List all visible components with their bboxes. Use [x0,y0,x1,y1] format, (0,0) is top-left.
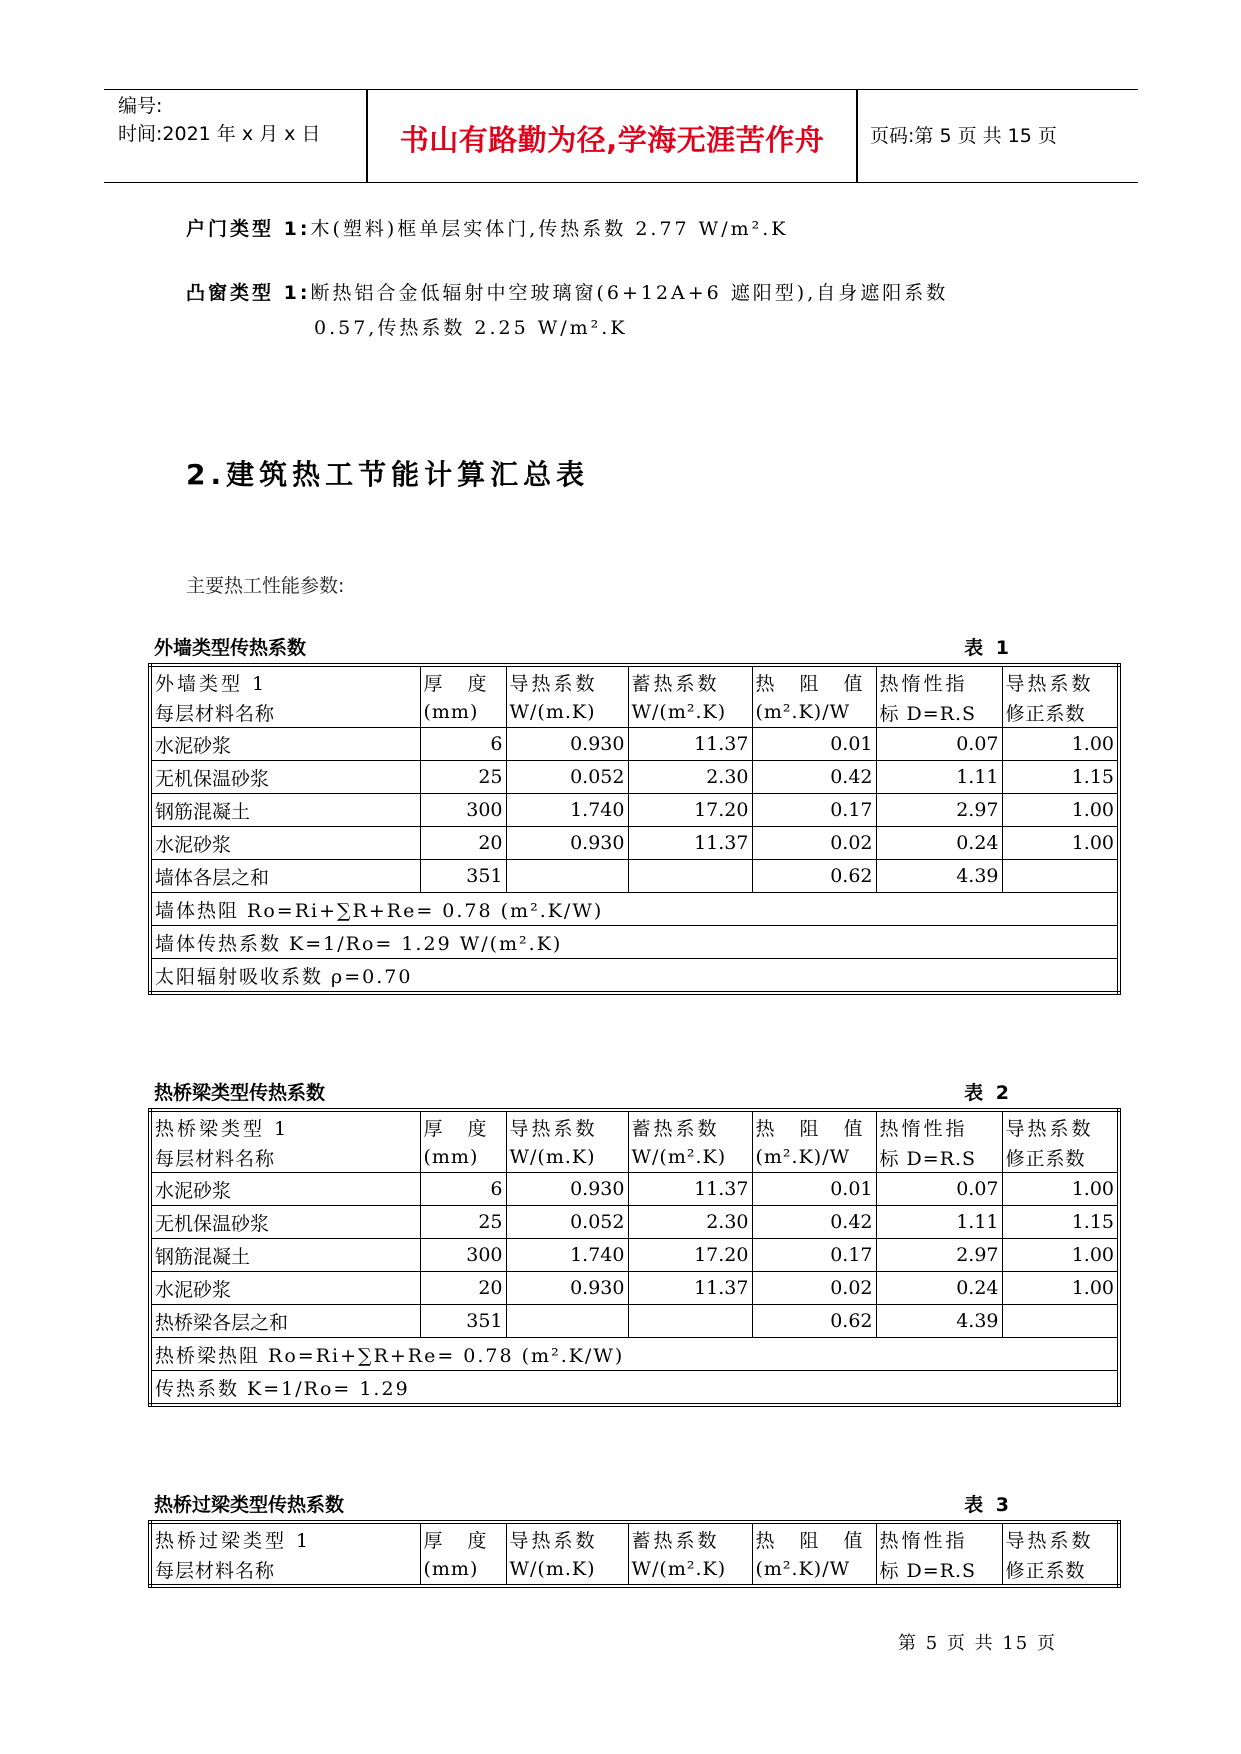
table-summary-row [150,1338,1119,1371]
table-row [150,794,1119,827]
table-cell: 墙体传热系数 K=1/Ro= 1.29 W/(m².K) [150,926,1119,959]
table-cell: W/(m².K) [628,697,752,728]
table-cell: 0.930 [506,1272,628,1305]
table-cell: 水泥砂浆 [150,1173,420,1206]
table-cell: 1.00 [1002,728,1119,761]
table-cell: 热惰性指 [876,1522,1002,1554]
table-cell: 0.02 [752,827,876,860]
table-cell: 6 [420,728,506,761]
table-cell: 钢筋混凝土 [150,1239,420,1272]
table-cell: 0.24 [876,1272,1002,1305]
header-meta [118,92,320,148]
header-motto: 书山有路勤为径,学海无涯苦作舟 [399,123,825,157]
table-cell [1002,860,1119,893]
table-cell: 1.11 [876,1206,1002,1239]
table-cell: 0.42 [752,1206,876,1239]
table-cell: W/(m.K) [506,1554,628,1586]
table-summary-row [150,926,1119,959]
table-cell: 0.07 [876,1173,1002,1206]
table-cell: 厚 度 [420,665,506,697]
table-cell: 每层材料名称 [150,697,420,728]
table-cell: 11.37 [628,728,752,761]
table-cell: 11.37 [628,827,752,860]
table-cell: W/(m².K) [628,1142,752,1173]
table-cell: 0.17 [752,794,876,827]
table-cell: 4.39 [876,1305,1002,1338]
table-cell: 1.15 [1002,1206,1119,1239]
table-cell: 无机保温砂浆 [150,761,420,794]
table-cell: 0.052 [506,761,628,794]
table-row [150,1206,1119,1239]
table-cell: 300 [420,794,506,827]
window-type-text: 断热铝合金低辐射中空玻璃窗(6+12A+6 遮阳型),自身遮阳系数 [310,282,949,304]
table-cell: 热惰性指 [876,665,1002,697]
window-type-paragraph-cont: 0.57,传热系数 2.25 W/m².K [314,317,628,339]
table-cell: 水泥砂浆 [150,827,420,860]
table-header-row [150,1142,1119,1173]
table-cell: 导热系数 [1002,1522,1119,1554]
table-summary-row [150,959,1119,994]
table-cell [1002,1305,1119,1338]
table-cell: 6 [420,1173,506,1206]
table-row [150,860,1119,893]
table-row [150,827,1119,860]
table-cell: 无机保温砂浆 [150,1206,420,1239]
table-cell: 1.00 [1002,827,1119,860]
table-cell: 1.740 [506,1239,628,1272]
table-cell: 导热系数 [506,1110,628,1142]
table-summary-row [150,1371,1119,1406]
table-cell: 2.30 [628,761,752,794]
table-summary-row [150,893,1119,926]
page-header [104,89,1138,183]
table-cell: 25 [420,1206,506,1239]
table-cell: 0.07 [876,728,1002,761]
table-cell: 热桥梁各层之和 [150,1305,420,1338]
table-cell: 标 D=R.S [876,1554,1002,1586]
table-cell: 修正系数 [1002,697,1119,728]
table-cell: W/(m².K) [628,1554,752,1586]
table-cell: 导热系数 [1002,1110,1119,1142]
table-cell: 外墙类型 1 [150,665,420,697]
table-cell: 热桥过梁类型 1 [150,1522,420,1554]
door-type-paragraph [186,214,788,241]
table-row [150,1305,1119,1338]
table-cell: (m².K)/W [752,1554,876,1586]
table-number: 表 2 [964,1082,1012,1104]
table-row [150,1272,1119,1305]
table-cell: 墙体各层之和 [150,860,420,893]
table-cell: 蓄热系数 [628,1522,752,1554]
table-cell: 0.01 [752,728,876,761]
window-type-paragraph [186,278,948,305]
page-footer: 第 5 页 共 15 页 [898,1633,1057,1654]
table-cell: 1.00 [1002,794,1119,827]
table-caption-title: 热桥过梁类型传热系数 [154,1494,345,1516]
table-cell: 0.01 [752,1173,876,1206]
table-cell: 蓄热系数 [628,1110,752,1142]
table-cell: 0.02 [752,1272,876,1305]
table-row [150,728,1119,761]
table-number: 表 1 [964,637,1012,659]
table-cell: 17.20 [628,1239,752,1272]
table-cell: 钢筋混凝土 [150,794,420,827]
table-cell: 20 [420,827,506,860]
table-cell: 热惰性指 [876,1110,1002,1142]
table-cell: 热 阻 值 [752,665,876,697]
table-cell: 17.20 [628,794,752,827]
table-caption [154,633,1012,660]
table-cell: 每层材料名称 [150,1554,420,1586]
table-cell: 标 D=R.S [876,1142,1002,1173]
table-cell: 300 [420,1239,506,1272]
table-cell: 水泥砂浆 [150,1272,420,1305]
table-cell: (m².K)/W [752,1142,876,1173]
header-divider [856,90,858,182]
doc-number-label: 编号: [118,95,163,117]
table-cell: 2.97 [876,1239,1002,1272]
table-cell: (mm) [420,697,506,728]
section-title: 2.建筑热工节能计算汇总表 [186,458,590,491]
table-cell: 标 D=R.S [876,697,1002,728]
table-cell: 热桥梁类型 1 [150,1110,420,1142]
table-cell: 0.930 [506,1173,628,1206]
door-type-label: 户门类型 1: [186,218,311,240]
table-cell: 351 [420,860,506,893]
table-header-row [150,1522,1119,1554]
table-cell: 0.17 [752,1239,876,1272]
table-cell: 导热系数 [1002,665,1119,697]
table-cell: 蓄热系数 [628,665,752,697]
table-cell: 太阳辐射吸收系数 ρ=0.70 [150,959,1119,994]
table-header-row [150,665,1119,697]
table-cell: 厚 度 [420,1522,506,1554]
table-cell: 11.37 [628,1272,752,1305]
table-cell: 热 阻 值 [752,1522,876,1554]
table-caption [154,1490,1012,1517]
table-cell: 1.11 [876,761,1002,794]
table-cell: 墙体热阻 Ro=Ri+∑R+Re= 0.78 (m².K/W) [150,893,1119,926]
table-row [150,761,1119,794]
table-row [150,1239,1119,1272]
table-caption-title: 外墙类型传热系数 [154,637,307,659]
table-cell: 水泥砂浆 [150,728,420,761]
table-cell: 0.62 [752,860,876,893]
table-row [150,1173,1119,1206]
table-cell: 351 [420,1305,506,1338]
doc-time-label: 时间:2021 年 x 月 x 日 [118,123,321,145]
table-cell: 修正系数 [1002,1554,1119,1586]
table-header-row [150,1110,1119,1142]
table-header-row [150,1554,1119,1586]
table-cell: 20 [420,1272,506,1305]
table-cell: 每层材料名称 [150,1142,420,1173]
table-cell: (mm) [420,1554,506,1586]
header-page-label: 页码:第 5 页 共 15 页 [870,125,1057,147]
table-cell: 2.30 [628,1206,752,1239]
table-cell: 导热系数 [506,1522,628,1554]
table-cell [628,860,752,893]
table-cell: (mm) [420,1142,506,1173]
table-caption-title: 热桥梁类型传热系数 [154,1082,326,1104]
window-type-label: 凸窗类型 1: [186,282,311,304]
table-cell: W/(m.K) [506,697,628,728]
table-cell: 2.97 [876,794,1002,827]
table-cell: 厚 度 [420,1110,506,1142]
table-cell: 25 [420,761,506,794]
table-cell: W/(m.K) [506,1142,628,1173]
table-number: 表 3 [964,1494,1012,1516]
table-header-row [150,697,1119,728]
table-cell: 1.740 [506,794,628,827]
table-cell: 导热系数 [506,665,628,697]
table-cell: 1.00 [1002,1173,1119,1206]
table-cell: 0.24 [876,827,1002,860]
table-cell: 4.39 [876,860,1002,893]
table-cell: 热桥梁热阻 Ro=Ri+∑R+Re= 0.78 (m².K/W) [150,1338,1119,1371]
table-cell: 0.052 [506,1206,628,1239]
table-cell: 11.37 [628,1173,752,1206]
table-cell: 修正系数 [1002,1142,1119,1173]
table-cell: 传热系数 K=1/Ro= 1.29 [150,1371,1119,1406]
table-cell: 0.62 [752,1305,876,1338]
data-table [148,1108,1121,1407]
data-table [148,663,1121,995]
table-cell: 1.00 [1002,1239,1119,1272]
table-cell [506,860,628,893]
table-caption [154,1078,1012,1105]
table-cell: (m².K)/W [752,697,876,728]
table-cell: 0.42 [752,761,876,794]
data-table [148,1520,1121,1588]
table-cell: 1.00 [1002,1272,1119,1305]
table-cell: 热 阻 值 [752,1110,876,1142]
table-cell [506,1305,628,1338]
door-type-text: 木(塑料)框单层实体门,传热系数 2.77 W/m².K [310,218,789,240]
intro-text: 主要热工性能参数: [186,575,345,597]
table-cell: 0.930 [506,827,628,860]
table-cell: 1.15 [1002,761,1119,794]
table-cell: 0.930 [506,728,628,761]
table-cell [628,1305,752,1338]
